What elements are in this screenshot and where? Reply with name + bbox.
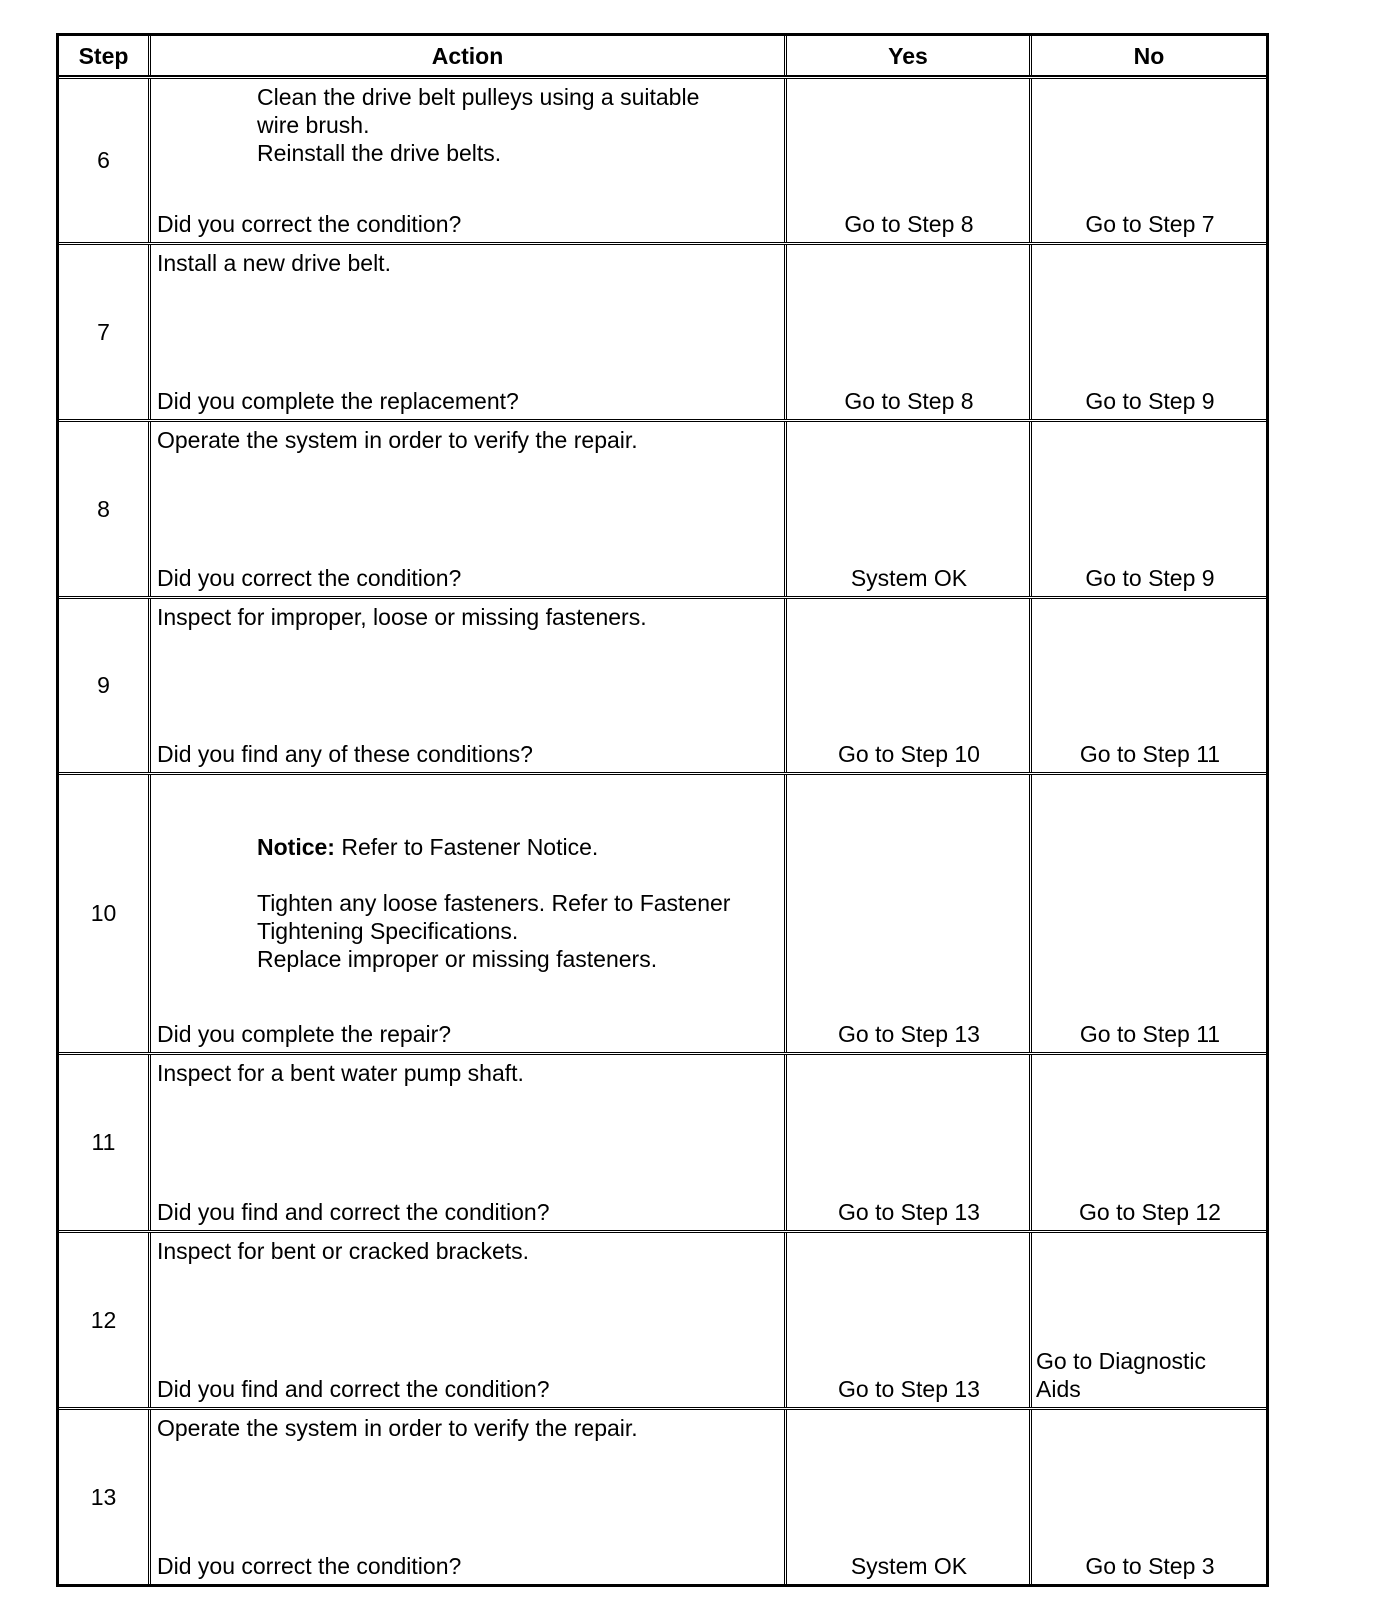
yes-cell bbox=[784, 599, 1029, 772]
no-cell bbox=[1029, 775, 1266, 1052]
action-question: Did you correct the condition? bbox=[157, 1553, 462, 1579]
step-number: 12 bbox=[90, 1306, 117, 1333]
action-line: Install a new drive belt. bbox=[157, 250, 391, 276]
action-line: Inspect for improper, loose or missing fasteners. bbox=[157, 604, 647, 630]
table-row bbox=[59, 1230, 1266, 1407]
table-row bbox=[59, 419, 1266, 596]
action-question: Did you find and correct the condition? bbox=[157, 1199, 550, 1225]
no-cell bbox=[1029, 245, 1266, 419]
step-number: 13 bbox=[90, 1483, 117, 1510]
action-question: Did you complete the repair? bbox=[157, 1021, 452, 1047]
yes-cell bbox=[784, 775, 1029, 1052]
table-row bbox=[59, 76, 1266, 242]
no-result: Go to Step 11 bbox=[1079, 741, 1221, 767]
notice-text: Refer to Fastener Notice. bbox=[334, 834, 599, 860]
action-question: Did you find and correct the condition? bbox=[157, 1376, 550, 1402]
action-line: Inspect for a bent water pump shaft. bbox=[157, 1060, 524, 1086]
action-text bbox=[257, 83, 780, 167]
action-cell bbox=[148, 599, 784, 772]
action-line: Tightening Specifications. bbox=[257, 918, 519, 944]
header-step: Step bbox=[78, 43, 129, 69]
header-yes: Yes bbox=[784, 36, 1029, 76]
action-cell bbox=[148, 1233, 784, 1407]
action-line: Replace improper or missing fasteners. bbox=[257, 946, 658, 972]
yes-result: Go to Step 8 bbox=[844, 211, 974, 237]
action-text bbox=[157, 426, 780, 454]
no-result: Go to Step 7 bbox=[1085, 211, 1215, 237]
table-row bbox=[59, 596, 1266, 772]
action-line: Inspect for bent or cracked brackets. bbox=[157, 1238, 530, 1264]
action-text bbox=[157, 603, 780, 631]
header-no: No bbox=[1029, 36, 1266, 76]
action-text bbox=[257, 833, 780, 973]
yes-result: System OK bbox=[850, 1553, 968, 1579]
step-number: 6 bbox=[97, 147, 110, 173]
yes-cell bbox=[784, 1055, 1029, 1230]
table-row bbox=[59, 1407, 1266, 1584]
table-row bbox=[59, 772, 1266, 1052]
no-cell bbox=[1029, 79, 1266, 242]
no-cell bbox=[1029, 422, 1266, 596]
action-text bbox=[157, 249, 780, 277]
no-cell bbox=[1029, 1233, 1266, 1407]
diagnostic-table bbox=[56, 33, 1269, 1587]
header-action: Action bbox=[148, 36, 784, 76]
action-line: Operate the system in order to verify the repair. bbox=[157, 1415, 638, 1441]
step-number: 8 bbox=[97, 495, 110, 522]
no-result: Go to Step 12 bbox=[1079, 1199, 1221, 1225]
step-number: 7 bbox=[97, 318, 110, 345]
no-result: Go to Step 9 bbox=[1085, 388, 1215, 414]
no-result: Go to Step 11 bbox=[1079, 1021, 1221, 1047]
no-result: Go to Step 3 bbox=[1085, 1553, 1215, 1579]
action-cell bbox=[148, 79, 784, 242]
action-question: Did you find any of these conditions? bbox=[157, 741, 533, 767]
no-result: Go to Step 9 bbox=[1085, 565, 1215, 591]
yes-result: Go to Step 13 bbox=[838, 1376, 980, 1402]
action-cell bbox=[148, 1055, 784, 1230]
step-number: 9 bbox=[97, 672, 110, 698]
no-cell bbox=[1029, 599, 1266, 772]
action-text bbox=[157, 1059, 780, 1087]
yes-result: Go to Step 13 bbox=[838, 1199, 980, 1225]
step-number: 11 bbox=[91, 1129, 116, 1155]
notice-line bbox=[257, 833, 780, 861]
no-result: Go to Diagnostic Aids bbox=[1036, 1348, 1207, 1402]
yes-result: Go to Step 13 bbox=[838, 1021, 980, 1047]
action-line: Clean the drive belt pulleys using a suitable bbox=[257, 84, 700, 110]
action-line: Reinstall the drive belts. bbox=[257, 140, 502, 166]
no-cell bbox=[1029, 1055, 1266, 1230]
action-line: Tighten any loose fasteners. Refer to Fastener bbox=[257, 890, 731, 916]
action-text bbox=[157, 1414, 780, 1442]
action-text bbox=[157, 1237, 780, 1265]
yes-cell bbox=[784, 245, 1029, 419]
yes-result: System OK bbox=[850, 565, 968, 591]
action-cell bbox=[148, 245, 784, 419]
yes-cell bbox=[784, 79, 1029, 242]
yes-result: Go to Step 10 bbox=[838, 741, 980, 767]
action-line: Operate the system in order to verify the repair. bbox=[157, 427, 638, 453]
step-number: 10 bbox=[90, 900, 117, 926]
action-line: wire brush. bbox=[257, 112, 370, 138]
action-cell bbox=[148, 775, 784, 1052]
table-row bbox=[59, 1052, 1266, 1230]
action-question: Did you correct the condition? bbox=[157, 565, 462, 591]
no-cell bbox=[1029, 1410, 1266, 1584]
yes-cell bbox=[784, 422, 1029, 596]
yes-result: Go to Step 8 bbox=[844, 388, 974, 414]
action-question: Did you correct the condition? bbox=[157, 211, 462, 237]
yes-cell bbox=[784, 1233, 1029, 1407]
notice-label: Notice: bbox=[257, 834, 335, 860]
table-header bbox=[59, 36, 1266, 76]
yes-cell bbox=[784, 1410, 1029, 1584]
action-cell bbox=[148, 422, 784, 596]
action-cell bbox=[148, 1410, 784, 1584]
table-row bbox=[59, 242, 1266, 419]
action-question: Did you complete the replacement? bbox=[157, 388, 519, 414]
